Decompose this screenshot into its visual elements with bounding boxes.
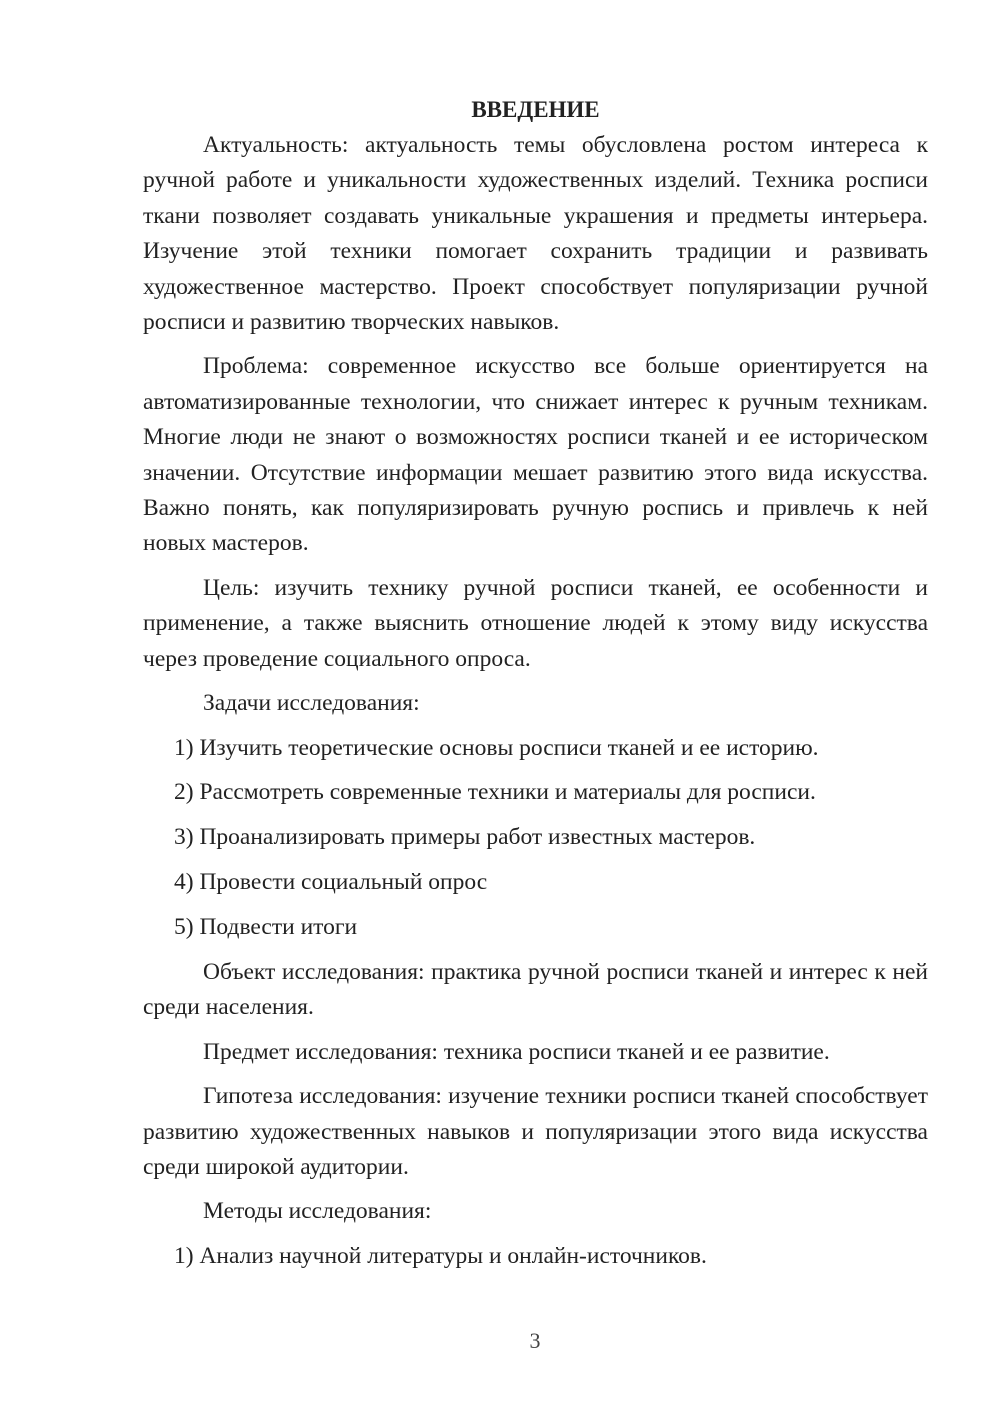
task-item-4: 4) Провести социальный опрос <box>174 869 488 896</box>
task-item-5: 5) Подвести итоги <box>174 914 358 941</box>
tasks-label: Задачи исследования: <box>203 690 420 717</box>
tasks-list <box>143 731 928 946</box>
document-page <box>143 92 928 1284</box>
methods-list <box>143 1239 928 1274</box>
task-item-2: 2) Рассмотреть современные техники и материалы для росписи. <box>174 779 816 806</box>
method-item-1: 1) Анализ научной литературы и онлайн-источников. <box>174 1242 707 1269</box>
task-item-1: 1) Изучить теоретические основы росписи тканей и ее историю. <box>174 734 819 761</box>
page-number: 3 <box>529 1328 541 1353</box>
paragraph-object: Объект исследования: практика ручной росписи тканей и интерес к ней среди населения. <box>143 959 928 1021</box>
paragraph-problem: Проблема: современное искусство все больше ориентируется на автоматизированные технологии, что снижает интерес к ручным техникам. Многие люди не знают о возможностях росписи тканей и ее историческом значении. Отсутствие информации мешает развитию этого вида искусства. Важно понять, как популяризировать ручную роспись и привлечь к ней новых мастеров. <box>143 353 928 557</box>
paragraph-relevance: Актуальность: актуальность темы обусловлена ростом интереса к ручной работе и уникальности художественных изделий. Техника росписи ткани позволяет создавать уникальные украшения и предметы интерьера. Изучение этой техники помогает сохранить традиции и развивать художественное мастерство. Проект способствует популяризации ручной росписи и развитию творческих навыков. <box>143 132 928 336</box>
paragraph-hypothesis: Гипотеза исследования: изучение техники росписи тканей способствует развитию художественных навыков и популяризации этого вида искусства среди широкой аудитории. <box>143 1083 928 1181</box>
task-item-3: 3) Проанализировать примеры работ известных мастеров. <box>174 824 756 851</box>
methods-label: Методы исследования: <box>203 1198 432 1225</box>
paragraph-goal: Цель: изучить технику ручной росписи тканей, ее особенности и применение, а также выяснить отношение людей к этому виду искусства через проведение социального опроса. <box>143 574 928 672</box>
page-title: ВВЕДЕНИЕ <box>471 97 600 122</box>
paragraph-subject: Предмет исследования: техника росписи тканей и ее развитие. <box>203 1038 830 1065</box>
